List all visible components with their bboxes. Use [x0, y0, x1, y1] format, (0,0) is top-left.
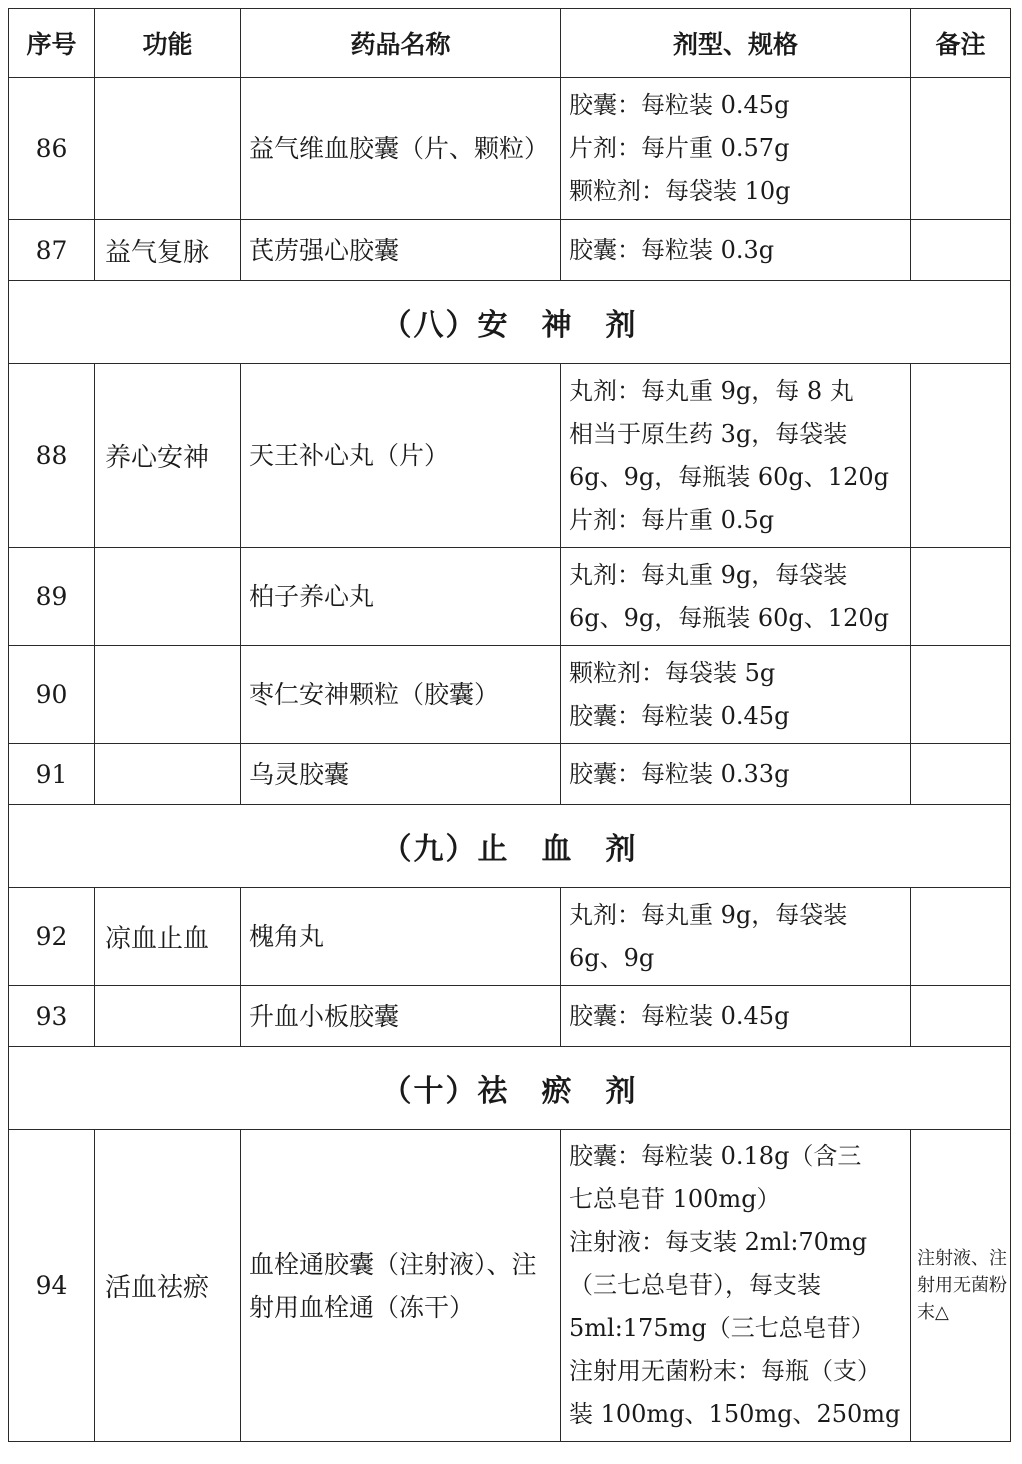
spec-line: 胶囊：每粒装 0.45g: [569, 91, 790, 119]
row-number: 88: [9, 364, 95, 548]
section-row: [9, 281, 1011, 364]
drug-spec: [561, 220, 911, 281]
drug-name: 柏子养心丸: [241, 548, 561, 646]
spec-line: 胶囊：每粒装 0.45g: [569, 1001, 790, 1030]
section-title: （九）止 血 剂: [9, 805, 1011, 888]
drug-name: 升血小板胶囊: [241, 986, 561, 1047]
row-function: 活血祛瘀: [95, 1130, 241, 1442]
drug-name: 乌灵胶囊: [241, 744, 561, 805]
row-function: [95, 986, 241, 1047]
table-row: [9, 548, 1011, 646]
drug-spec: [561, 364, 911, 548]
row-number: 94: [9, 1130, 95, 1442]
spec-line: 6g、9g: [569, 943, 655, 972]
spec-line: 注射液：每支装 2ml:70mg: [569, 1228, 868, 1256]
drug-name: 益气维血胶囊（片、颗粒）: [241, 78, 561, 220]
drug-spec: [561, 548, 911, 646]
spec-line: 胶囊：每粒装 0.45g: [569, 701, 790, 730]
row-number: 91: [9, 744, 95, 805]
row-number: 89: [9, 548, 95, 646]
table-row: [9, 646, 1011, 744]
row-number: 86: [9, 78, 95, 220]
row-note: [911, 986, 1011, 1047]
row-note: [911, 364, 1011, 548]
row-function: [95, 548, 241, 646]
spec-line: （三七总皂苷），每支装: [569, 1271, 821, 1299]
spec-line: 装 100mg、150mg、250mg: [569, 1400, 901, 1428]
row-function: 凉血止血: [95, 888, 241, 986]
spec-line: 颗粒剂：每袋装 10g: [569, 177, 791, 205]
row-function: [95, 744, 241, 805]
drug-name: 芪苈强心胶囊: [241, 220, 561, 281]
table-row: [9, 220, 1011, 281]
row-note: [911, 78, 1011, 220]
row-function: 养心安神: [95, 364, 241, 548]
section-title: （八）安 神 剂: [9, 281, 1011, 364]
row-note: [911, 220, 1011, 281]
row-number: 90: [9, 646, 95, 744]
spec-line: 七总皂苷 100mg）: [569, 1185, 781, 1213]
row-note: [911, 888, 1011, 986]
row-function: [95, 646, 241, 744]
table-row: [9, 364, 1011, 548]
spec-line: 注射用无菌粉末：每瓶（支）: [569, 1357, 881, 1385]
row-note: [911, 646, 1011, 744]
drug-spec: [561, 78, 911, 220]
section-row: [9, 805, 1011, 888]
row-function: 益气复脉: [95, 220, 241, 281]
row-function: [95, 78, 241, 220]
row-number: 87: [9, 220, 95, 281]
spec-line: 胶囊：每粒装 0.18g（含三: [569, 1142, 862, 1170]
row-note: [911, 548, 1011, 646]
drug-name: 天王补心丸（片）: [241, 364, 561, 548]
drug-spec: [561, 646, 911, 744]
spec-line: 片剂：每片重 0.5g: [569, 505, 775, 534]
drug-name: 血栓通胶囊（注射液）、注射用血栓通（冻干）: [241, 1130, 561, 1442]
spec-line: 丸剂：每丸重 9g，每袋装: [569, 560, 848, 589]
table-row: [9, 986, 1011, 1047]
spec-line: 6g、9g，每瓶装 60g、120g: [569, 462, 889, 491]
section-row: [9, 1047, 1011, 1130]
spec-line: 相当于原生药 3g，每袋装: [569, 419, 848, 448]
spec-line: 片剂：每片重 0.57g: [569, 134, 790, 162]
drug-spec: [561, 888, 911, 986]
row-note: 注射液、注射用无菌粉末△: [911, 1130, 1011, 1442]
table-row: [9, 78, 1011, 220]
drug-name: 枣仁安神颗粒（胶囊）: [241, 646, 561, 744]
drug-name: 槐角丸: [241, 888, 561, 986]
spec-line: 5ml:175mg（三七总皂苷）: [569, 1314, 875, 1342]
spec-line: 丸剂：每丸重 9g，每袋装: [569, 900, 848, 929]
row-number: 92: [9, 888, 95, 986]
table-row: [9, 744, 1011, 805]
header-note: 备注: [911, 9, 1011, 78]
spec-line: 6g、9g，每瓶装 60g、120g: [569, 603, 889, 632]
row-number: 93: [9, 986, 95, 1047]
drug-spec: [561, 986, 911, 1047]
spec-line: 胶囊：每粒装 0.33g: [569, 759, 790, 788]
row-note: [911, 744, 1011, 805]
drug-spec: [561, 744, 911, 805]
header-function: 功能: [95, 9, 241, 78]
table-row: [9, 1130, 1011, 1442]
header-name: 药品名称: [241, 9, 561, 78]
spec-line: 丸剂：每丸重 9g，每 8 丸: [569, 376, 854, 405]
drug-table: [8, 8, 1011, 1442]
table-row: [9, 888, 1011, 986]
header-spec: 剂型、规格: [561, 9, 911, 78]
drug-spec: [561, 1130, 911, 1442]
header-row: [9, 9, 1011, 78]
spec-line: 胶囊：每粒装 0.3g: [569, 235, 775, 264]
section-title: （十）祛 瘀 剂: [9, 1047, 1011, 1130]
spec-line: 颗粒剂：每袋装 5g: [569, 658, 776, 687]
header-no: 序号: [9, 9, 95, 78]
